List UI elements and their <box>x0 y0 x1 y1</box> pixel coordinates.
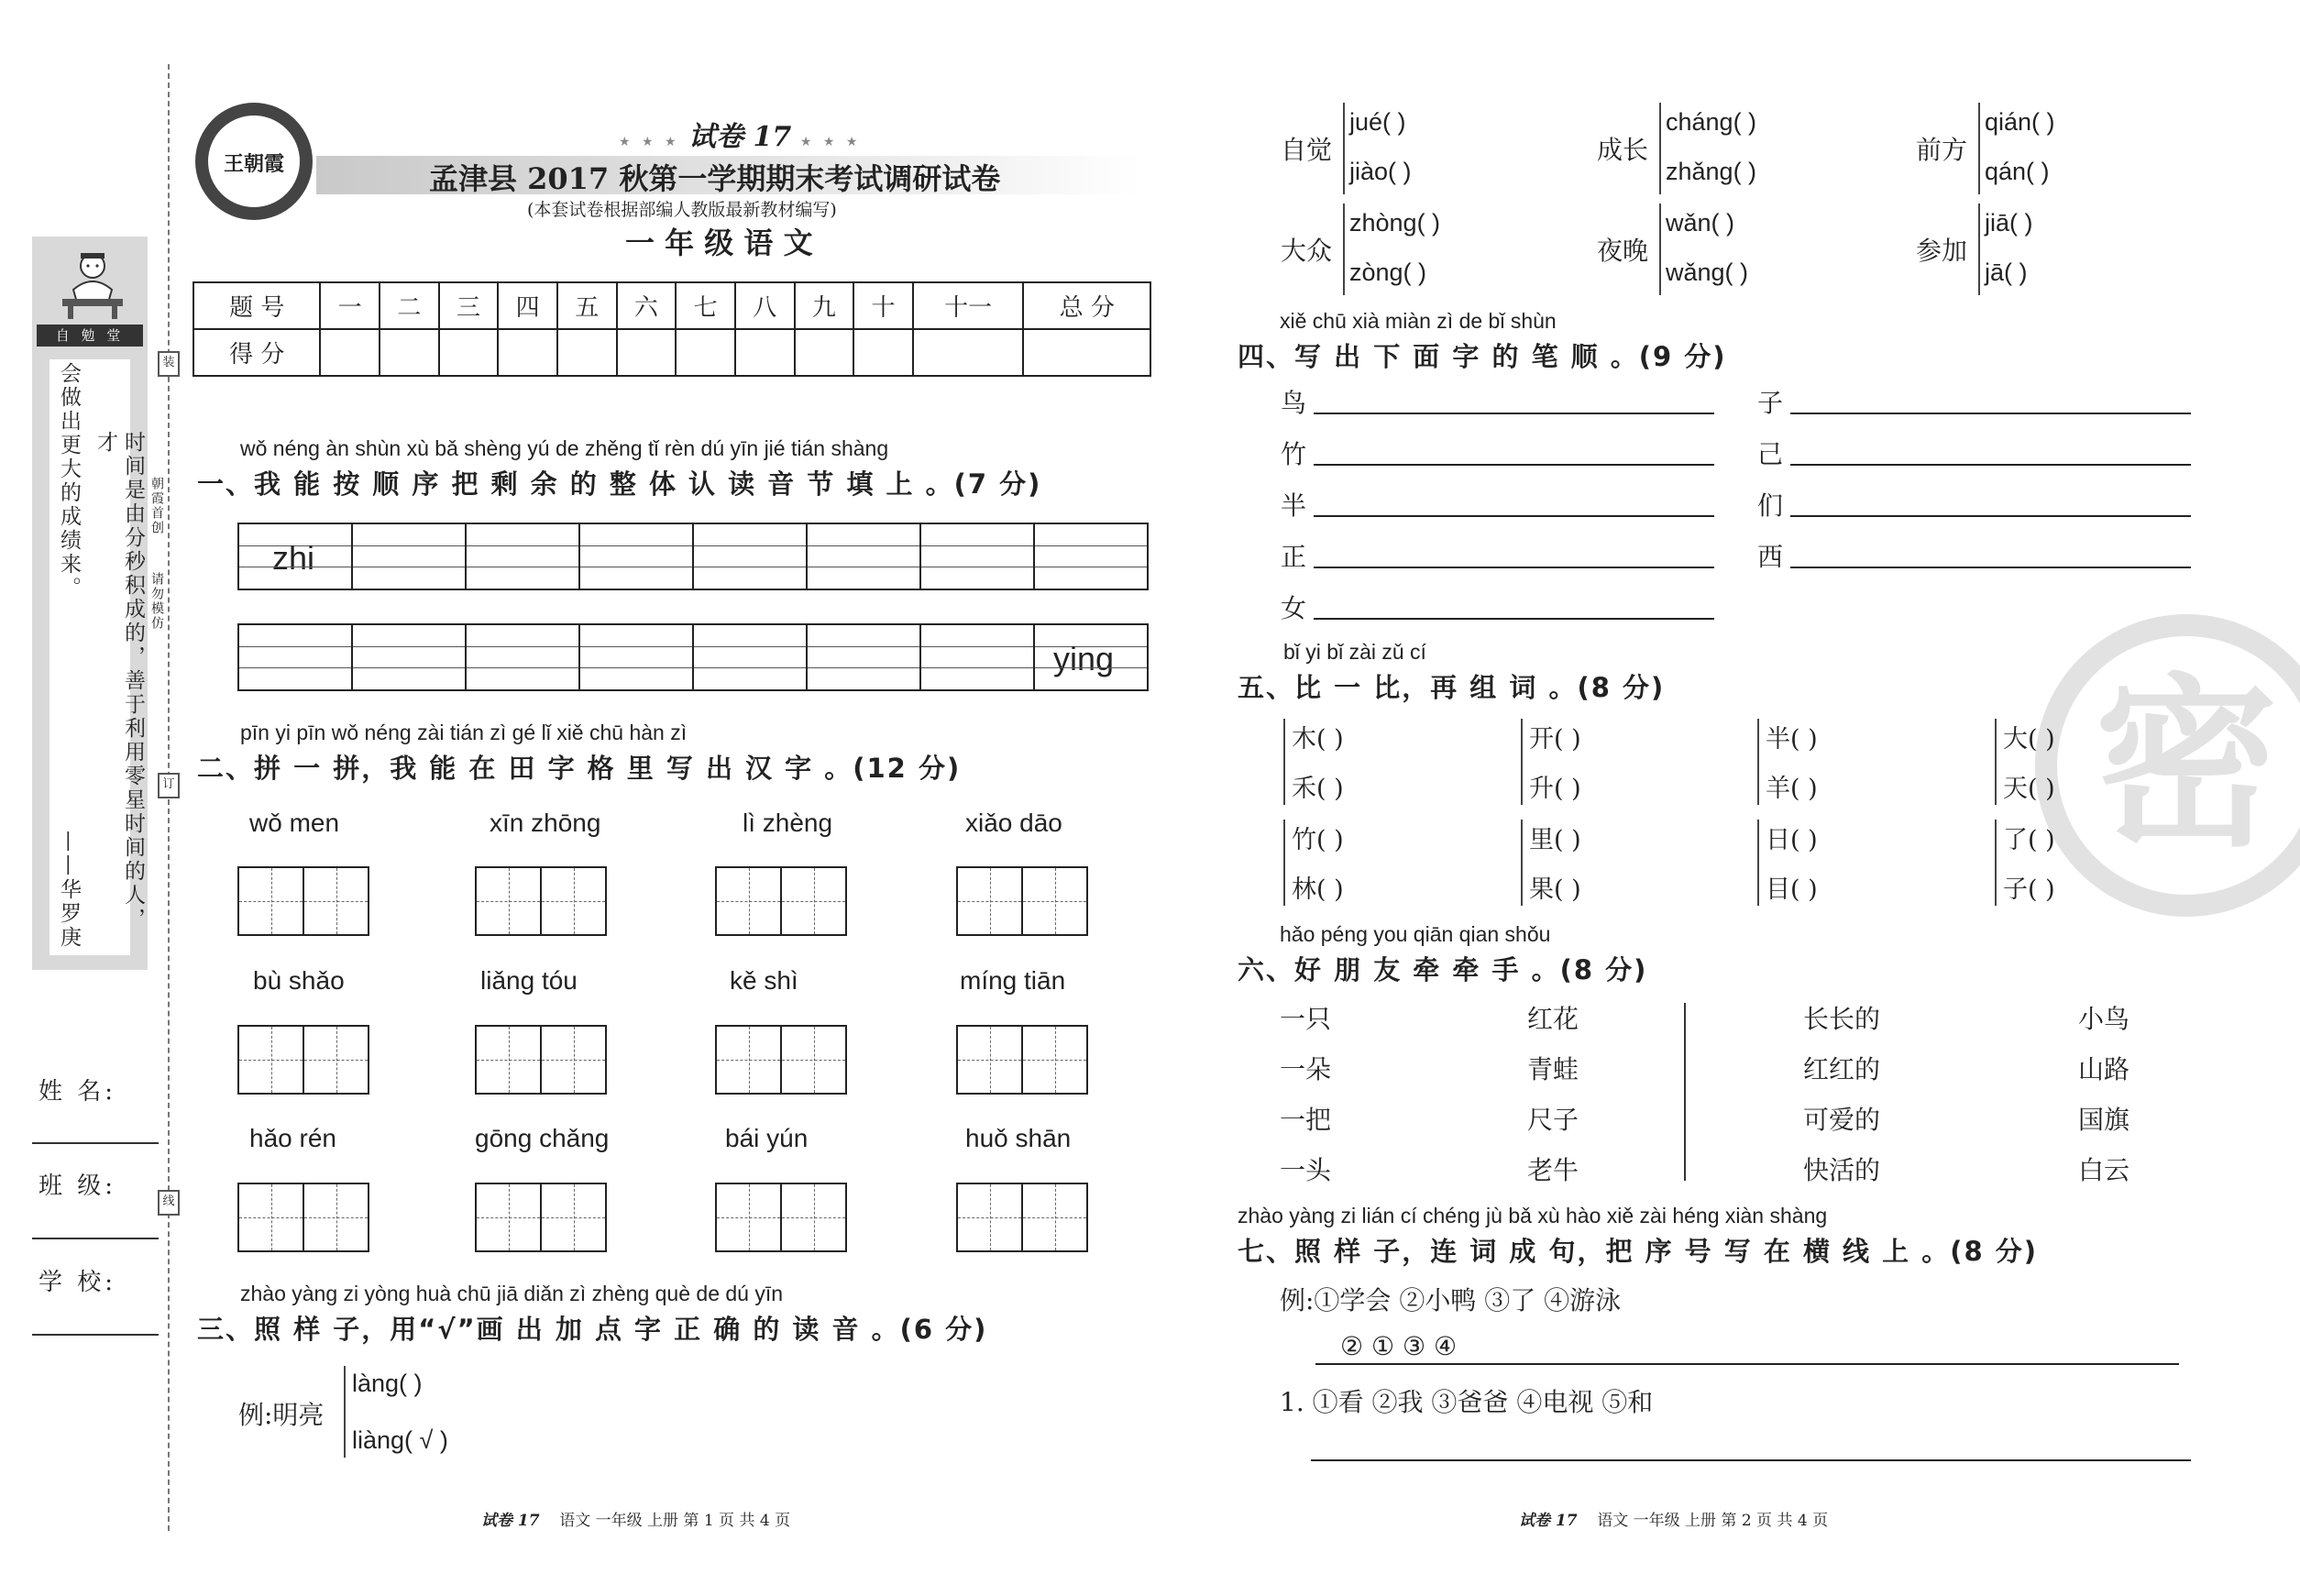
score-cell[interactable] <box>439 329 499 376</box>
quote-line-1: 时间是由分秒积成的，善于利用零星时间的人，才 <box>94 431 145 931</box>
word-brace <box>1343 204 1345 295</box>
footer-right: 试卷 17 语文 一年级 上册 第 2 页 共 4 页 <box>1519 1512 1829 1530</box>
q3-word: 前方 <box>1916 135 1968 165</box>
q3-pinyin: zhào yàng zi yòng huà chū jiā diǎn zì zhèng què de dú yīn <box>240 1282 784 1305</box>
score-row-label: 得 分 <box>193 329 320 376</box>
q3-option[interactable]: qián( ) <box>1985 108 2055 136</box>
match-item[interactable]: 青蛙 <box>1527 1054 1579 1084</box>
compare-item[interactable]: 开( ) <box>1529 725 1581 754</box>
score-header-cell: 总 分 <box>1023 282 1150 329</box>
scholar-illustration <box>53 246 132 323</box>
q2-item-pinyin: gōng chǎng <box>475 1124 610 1152</box>
pinyin-cell[interactable] <box>353 625 467 689</box>
q2-item-pinyin: kě shì <box>730 966 798 995</box>
compare-item[interactable]: 目( ) <box>1766 875 1818 904</box>
stroke-char: 女 <box>1281 593 1307 623</box>
q2-item-pinyin: míng tiān <box>960 966 1066 995</box>
pinyin-cell[interactable] <box>467 524 580 589</box>
q3-word: 参加 <box>1916 236 1968 266</box>
compare-brace <box>1995 820 1997 906</box>
example-brace <box>344 1366 346 1458</box>
class-field[interactable] <box>32 1238 159 1239</box>
logo <box>195 103 313 220</box>
word-brace <box>1978 103 1980 194</box>
score-cell[interactable] <box>380 329 439 376</box>
q3-word: 自觉 <box>1281 135 1333 165</box>
compare-item[interactable]: 羊( ) <box>1766 775 1818 803</box>
score-header-cell: 三 <box>439 282 499 329</box>
score-cell[interactable] <box>913 329 1024 376</box>
q5-pinyin: bǐ yi bǐ zài zǔ cí <box>1283 640 1426 664</box>
compare-item[interactable]: 林( ) <box>1292 875 1344 904</box>
q6-title: 六、好 朋 友 牵 牵 手 。(8 分) <box>1238 954 1648 985</box>
q3-option[interactable]: jué( ) <box>1349 108 1406 136</box>
q3-option[interactable]: cháng( ) <box>1666 108 1757 136</box>
match-item[interactable]: 快活的 <box>1803 1155 1881 1185</box>
compare-item[interactable]: 了( ) <box>2003 826 2055 854</box>
quote-line-2: 会做出更大的成绩来。 <box>57 362 81 600</box>
score-table <box>193 281 1151 377</box>
match-item[interactable]: 小鸟 <box>2078 1004 2130 1034</box>
q5-title: 五、比 一 比，再 组 词 。(8 分) <box>1238 672 1666 703</box>
q7-answer-line[interactable] <box>1311 1459 2191 1461</box>
pinyin-cell[interactable] <box>580 524 694 589</box>
tianzige[interactable] <box>237 866 369 936</box>
stroke-char: 己 <box>1757 439 1784 469</box>
stroke-char: 竹 <box>1281 439 1307 469</box>
q6-pinyin: hǎo péng you qiān qian shǒu <box>1280 922 1551 946</box>
stroke-char: 正 <box>1281 542 1307 572</box>
score-cell[interactable] <box>676 329 735 376</box>
q3-option[interactable]: zòng( ) <box>1349 259 1427 286</box>
stroke-answer-line[interactable] <box>1314 567 1714 568</box>
compare-brace <box>1283 820 1285 906</box>
q2-item-pinyin: xiǎo dāo <box>965 809 1062 837</box>
compare-item[interactable]: 天( ) <box>2003 775 2055 803</box>
match-item[interactable]: 一头 <box>1280 1155 1332 1185</box>
tianzige[interactable] <box>715 1025 847 1095</box>
q1-first: zhi <box>272 539 315 577</box>
compare-brace <box>1283 719 1285 805</box>
compare-brace <box>1995 719 1997 805</box>
tianzige[interactable] <box>715 1183 847 1252</box>
pinyin-cell[interactable] <box>694 625 808 689</box>
pinyin-cell[interactable] <box>808 625 921 689</box>
footer-left: 试卷 17 语文 一年级 上册 第 1 页 共 4 页 <box>481 1512 791 1530</box>
match-item[interactable]: 一只 <box>1280 1004 1332 1034</box>
score-header-cell: 六 <box>617 282 677 329</box>
q2-title: 二、拼 一 拼，我 能 在 田 字 格 里 写 出 汉 字 。(12 分) <box>197 753 962 784</box>
tianzige[interactable] <box>237 1183 369 1252</box>
q3-word: 夜晚 <box>1597 236 1649 266</box>
pinyin-cell[interactable] <box>808 524 921 589</box>
score-header-cell: 四 <box>498 282 557 329</box>
word-brace <box>1659 103 1661 194</box>
score-cell[interactable] <box>498 329 557 376</box>
compare-brace <box>1757 820 1759 906</box>
match-item[interactable]: 国旗 <box>2078 1105 2130 1135</box>
cut-mark: 订 <box>158 773 180 798</box>
q4-pinyin: xiě chū xià miàn zì de bǐ shùn <box>1280 309 1557 333</box>
q1-row-2 <box>237 623 1149 691</box>
stroke-answer-line[interactable] <box>1314 515 1714 517</box>
score-cell[interactable] <box>320 329 380 376</box>
stroke-answer-line[interactable] <box>1790 413 2191 414</box>
cut-mark: 线 <box>158 1190 180 1216</box>
score-header-cell: 九 <box>795 282 854 329</box>
score-cell[interactable] <box>795 329 854 376</box>
stroke-answer-line[interactable] <box>1314 618 1714 620</box>
score-header-cell: 一 <box>320 282 380 329</box>
pinyin-cell[interactable] <box>239 625 353 689</box>
tianzige[interactable] <box>475 1183 607 1252</box>
q3-word: 大众 <box>1281 236 1333 266</box>
stroke-answer-line[interactable] <box>1314 413 1714 414</box>
compare-item[interactable]: 禾( ) <box>1292 775 1344 803</box>
stroke-char: 半 <box>1281 490 1307 521</box>
compare-item[interactable]: 里( ) <box>1529 826 1581 854</box>
match-item[interactable]: 老牛 <box>1527 1155 1579 1185</box>
score-row <box>193 329 1150 376</box>
stroke-char: 子 <box>1757 388 1784 418</box>
match-divider <box>1684 1003 1686 1181</box>
q7-pinyin: zhào yàng zi lián cí chéng jù bǎ xù hào xiě zài héng xiàn shàng <box>1238 1204 1828 1227</box>
match-item[interactable]: 白云 <box>2078 1155 2130 1185</box>
q3-option[interactable]: wǎn( ) <box>1666 209 1735 237</box>
pinyin-cell <box>1035 625 1147 689</box>
q3-option[interactable]: zhòng( ) <box>1349 209 1441 237</box>
score-cell[interactable] <box>735 329 795 376</box>
stamp-text: 密 <box>2094 656 2278 872</box>
q3-word: 成长 <box>1597 135 1649 165</box>
q7-item-1: 1. ①看 ②我 ③爸爸 ④电视 ⑤和 <box>1280 1387 1654 1417</box>
q1-row-1 <box>237 523 1149 590</box>
q2-item-pinyin: liǎng tóu <box>480 966 578 995</box>
q3-option[interactable]: jā( ) <box>1985 259 2028 286</box>
score-cell[interactable] <box>617 329 677 376</box>
stroke-answer-line[interactable] <box>1790 515 2191 517</box>
stroke-answer-line[interactable] <box>1790 567 2191 568</box>
q3-example-option-2: liàng( √ ) <box>352 1426 448 1454</box>
score-header-cell: 二 <box>380 282 439 329</box>
match-item[interactable]: 一朵 <box>1280 1054 1332 1084</box>
compare-brace <box>1521 820 1523 906</box>
stroke-char: 们 <box>1757 490 1784 521</box>
pinyin-cell[interactable] <box>353 524 467 589</box>
pinyin-cell <box>239 524 353 589</box>
compare-brace <box>1521 719 1523 805</box>
school-field[interactable] <box>32 1334 159 1336</box>
q7-title: 七、照 样 子，连 词 成 句，把 序 号 写 在 横 线 上 。(8 分) <box>1238 1236 2039 1267</box>
score-header-cell: 七 <box>676 282 735 329</box>
match-item[interactable]: 尺子 <box>1527 1105 1579 1135</box>
name-label: 姓 名: <box>39 1078 117 1106</box>
match-item[interactable]: 山路 <box>2078 1054 2130 1084</box>
tianzige[interactable] <box>715 866 847 936</box>
q3-title: 三、照 样 子，用“√”画 出 加 点 字 正 确 的 读 音 。(6 分) <box>197 1314 988 1345</box>
tianzige[interactable] <box>956 1183 1088 1252</box>
side-note-1: 朝霞首创 <box>149 477 164 535</box>
compare-item[interactable]: 升( ) <box>1529 775 1581 803</box>
q2-item-pinyin: lì zhèng <box>743 809 833 837</box>
score-header-row <box>193 282 1150 329</box>
match-item[interactable]: 红花 <box>1527 1004 1579 1034</box>
q1-pinyin: wǒ néng àn shùn xù bǎ shèng yú de zhěng tǐ rèn dú yīn jié tián shàng <box>240 436 889 460</box>
side-note-2: 请勿模仿 <box>149 572 164 631</box>
match-item[interactable]: 长长的 <box>1803 1004 1881 1034</box>
compare-item[interactable]: 半( ) <box>1766 725 1818 754</box>
compare-item[interactable]: 木( ) <box>1292 725 1344 754</box>
stroke-char: 鸟 <box>1281 388 1307 418</box>
compare-item[interactable]: 日( ) <box>1766 826 1818 854</box>
pinyin-cell[interactable] <box>694 524 808 589</box>
compare-item[interactable]: 竹( ) <box>1292 826 1344 854</box>
example-answer-line <box>1315 1363 2179 1365</box>
score-header-cell: 五 <box>557 282 617 329</box>
q2-item-pinyin: hǎo rén <box>249 1124 336 1152</box>
score-header-cell: 八 <box>735 282 795 329</box>
q3-option[interactable]: wǎng( ) <box>1666 259 1749 286</box>
word-brace <box>1978 204 1980 295</box>
match-item[interactable]: 可爱的 <box>1803 1105 1881 1135</box>
q7-example: 例:①学会 ②小鸭 ③了 ④游泳 <box>1280 1285 1622 1315</box>
class-label: 班 级: <box>39 1172 117 1200</box>
pinyin-cell[interactable] <box>467 625 580 689</box>
score-cell[interactable] <box>1023 329 1150 376</box>
stroke-answer-line[interactable] <box>1314 464 1714 466</box>
tianzige[interactable] <box>956 866 1088 936</box>
score-header-cell: 十一 <box>913 282 1024 329</box>
grade-subject: 一 年 级 语 文 <box>625 226 813 260</box>
q2-item-pinyin: bái yún <box>725 1124 809 1152</box>
pinyin-cell[interactable] <box>921 625 1035 689</box>
q3-option[interactable]: qán( ) <box>1985 158 2050 185</box>
q3-example-option-1: làng( ) <box>352 1370 423 1397</box>
stamp-watermark <box>2035 614 2300 917</box>
score-cell[interactable] <box>557 329 617 376</box>
score-cell[interactable] <box>853 329 913 376</box>
pinyin-cell[interactable] <box>580 625 694 689</box>
tianzige[interactable] <box>475 866 607 936</box>
exam-number: ★ ★ ★ 试卷 17 ★ ★ ★ <box>619 121 862 153</box>
exam-subtitle: (本套试卷根据部编人教版最新教材编写) <box>527 200 837 220</box>
cut-mark: 装 <box>158 351 180 377</box>
compare-item[interactable]: 大( ) <box>2003 725 2055 754</box>
q2-item-pinyin: huǒ shān <box>965 1124 1072 1152</box>
logo-text: 王朝霞 <box>223 152 284 176</box>
q7-example-answer: ② ① ③ ④ <box>1340 1331 1458 1361</box>
tianzige[interactable] <box>237 1025 369 1095</box>
sidebar-brand: 自 勉 堂 <box>37 325 143 347</box>
school-label: 学 校: <box>39 1269 117 1296</box>
q1-title: 一、我 能 按 顺 序 把 剩 余 的 整 体 认 读 音 节 填 上 。(7 分) <box>197 468 1042 500</box>
compare-brace <box>1757 719 1759 805</box>
tianzige[interactable] <box>956 1025 1088 1095</box>
match-item[interactable]: 一把 <box>1280 1105 1332 1135</box>
pinyin-cell[interactable] <box>1035 524 1147 589</box>
compare-item[interactable]: 子( ) <box>2003 875 2055 904</box>
stroke-char: 西 <box>1757 542 1784 572</box>
q3-option[interactable]: jiā( ) <box>1985 209 2033 237</box>
q1-last: ying <box>1053 640 1115 677</box>
word-brace <box>1343 103 1345 194</box>
exam-title: 孟津县 2017 秋第一学期期末考试调研试卷 <box>429 161 1001 196</box>
name-field[interactable] <box>32 1142 159 1144</box>
score-header-cell: 十 <box>853 282 913 329</box>
q3-option[interactable]: zhǎng( ) <box>1666 158 1757 185</box>
stroke-answer-line[interactable] <box>1790 464 2191 466</box>
q2-item-pinyin: xīn zhōng <box>490 809 601 837</box>
q2-item-pinyin: wǒ men <box>249 809 340 837</box>
q2-pinyin: pīn yi pīn wǒ néng zài tián zì gé lǐ xiě chū hàn zì <box>240 721 688 744</box>
match-item[interactable]: 红红的 <box>1803 1054 1881 1084</box>
q2-item-pinyin: bù shǎo <box>253 966 345 995</box>
q4-title: 四、写 出 下 面 字 的 笔 顺 。(9 分) <box>1238 341 1727 372</box>
pinyin-cell[interactable] <box>921 524 1035 589</box>
word-brace <box>1659 204 1661 295</box>
score-header-cell: 题 号 <box>193 282 320 329</box>
tianzige[interactable] <box>475 1025 607 1095</box>
q3-example-label: 例:明亮 <box>238 1400 325 1430</box>
quote-author: ——华罗庚 <box>57 831 81 950</box>
q3-option[interactable]: jiào( ) <box>1349 158 1412 185</box>
compare-item[interactable]: 果( ) <box>1529 875 1581 904</box>
